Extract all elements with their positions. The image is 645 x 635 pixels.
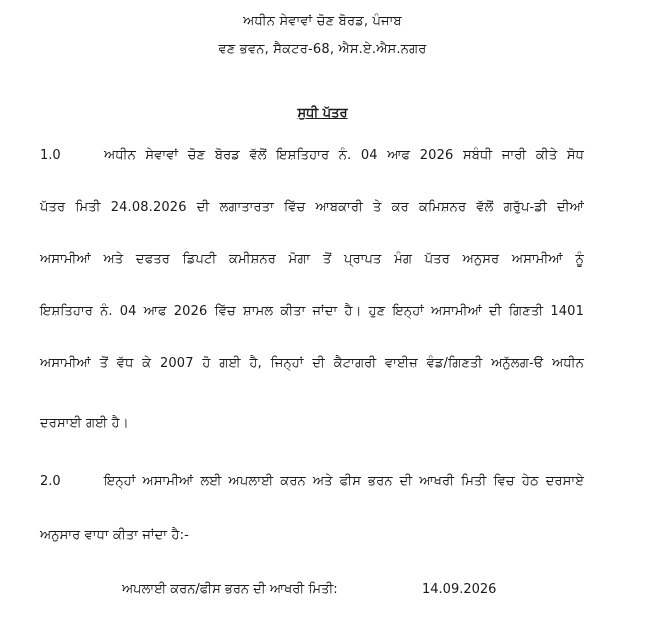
section-1-number: 1.0	[40, 148, 61, 163]
deadline-label: ਅਪਲਾਈ ਕਰਨ/ਫੀਸ ਭਰਨ ਦੀ ਆਖਰੀ ਮਿਤੀ:	[122, 582, 338, 597]
section-2-line: ਅਨੁਸਾਰ ਵਾਧਾ ਕੀਤਾ ਜਾਂਦਾ ਹੈ:-	[40, 528, 189, 543]
section-1-line: ਅਸਾਮੀਆਂ ਅਤੇ ਦਫਤਰ ਡਿਪਟੀ ਕਮੀਸ਼ਨਰ ਮੋਗਾ ਤੋਂ ਪ੍ਰਾਪਤ ਮੰਗ ਪੱਤਰ ਅਨੁਸਰ ਅਸਾਮੀਆਂ ਨੂੰ	[40, 252, 584, 267]
section-1-line: ਅਸਾਮੀਆਂ ਤੋਂ ਵੱਧ ਕੇ 2007 ਹੋ ਗਈ ਹੈ, ਜਿਨ੍ਹਾਂ ਦੀ ਕੈਟਾਗਰੀ ਵਾਈਜ਼ ਵੰਡ/ਗਿਣਤੀ ਅਨੁੱਲਗ-ੳ ਅਧੀਨ	[40, 356, 584, 371]
section-1-line: ਦਰਸਾਈ ਗਈ ਹੈ।	[40, 416, 129, 431]
section-1-line: ਇਸ਼ਤਿਹਾਰ ਨੰ. 04 ਆਫ 2026 ਵਿੱਚ ਸ਼ਾਮਲ ਕੀਤਾ ਜਾਂਦਾ ਹੈ। ਹੁਣ ਇਨ੍ਹਾਂ ਅਸਾਮੀਆਂ ਦੀ ਗਿਣਤੀ 1401	[40, 304, 584, 319]
section-1-line: ਪੱਤਰ ਮਿਤੀ 24.08.2026 ਦੀ ਲਗਾਤਾਰਤਾ ਵਿੱਚ ਆਬਕਾਰੀ ਤੇ ਕਰ ਕਮਿਸ਼ਨਰ ਵੱਲੋਂ ਗਰੁੱਪ-ਡੀ ਦੀਆਂ	[40, 200, 584, 215]
board-name: ਅਧੀਨ ਸੇਵਾਵਾਂ ਚੋਣ ਬੋਰਡ, ਪੰਜਾਬ	[243, 14, 402, 29]
board-address: ਵਣ ਭਵਨ, ਸੈਕਟਰ-68, ਐਸ.ਏ.ਐਸ.ਨਗਰ	[218, 42, 427, 57]
document-title	[0, 106, 645, 121]
section-1-line: ਅਧੀਨ ਸੇਵਾਵਾਂ ਚੋਣ ਬੋਰਡ ਵੱਲੋਂ ਇਸ਼ਤਿਹਾਰ ਨੰ. 04 ਆਫ 2026 ਸਬੰਧੀ ਜਾਰੀ ਕੀਤੇ ਸੋਧ	[104, 148, 584, 163]
deadline-date: 14.09.2026	[422, 582, 497, 597]
section-2-number: 2.0	[40, 474, 61, 489]
section-2-line: ਇਨ੍ਹਾਂ ਅਸਾਮੀਆਂ ਲਈ ਅਪਲਾਈ ਕਰਨ ਅਤੇ ਫੀਸ ਭਰਨ ਦੀ ਆਖਰੀ ਮਿਤੀ ਵਿਚ ਹੇਠ ਦਰਸਾਏ	[104, 474, 584, 489]
document-title-text: ਸੁਧੀ ਪੱਤਰ	[297, 106, 348, 121]
